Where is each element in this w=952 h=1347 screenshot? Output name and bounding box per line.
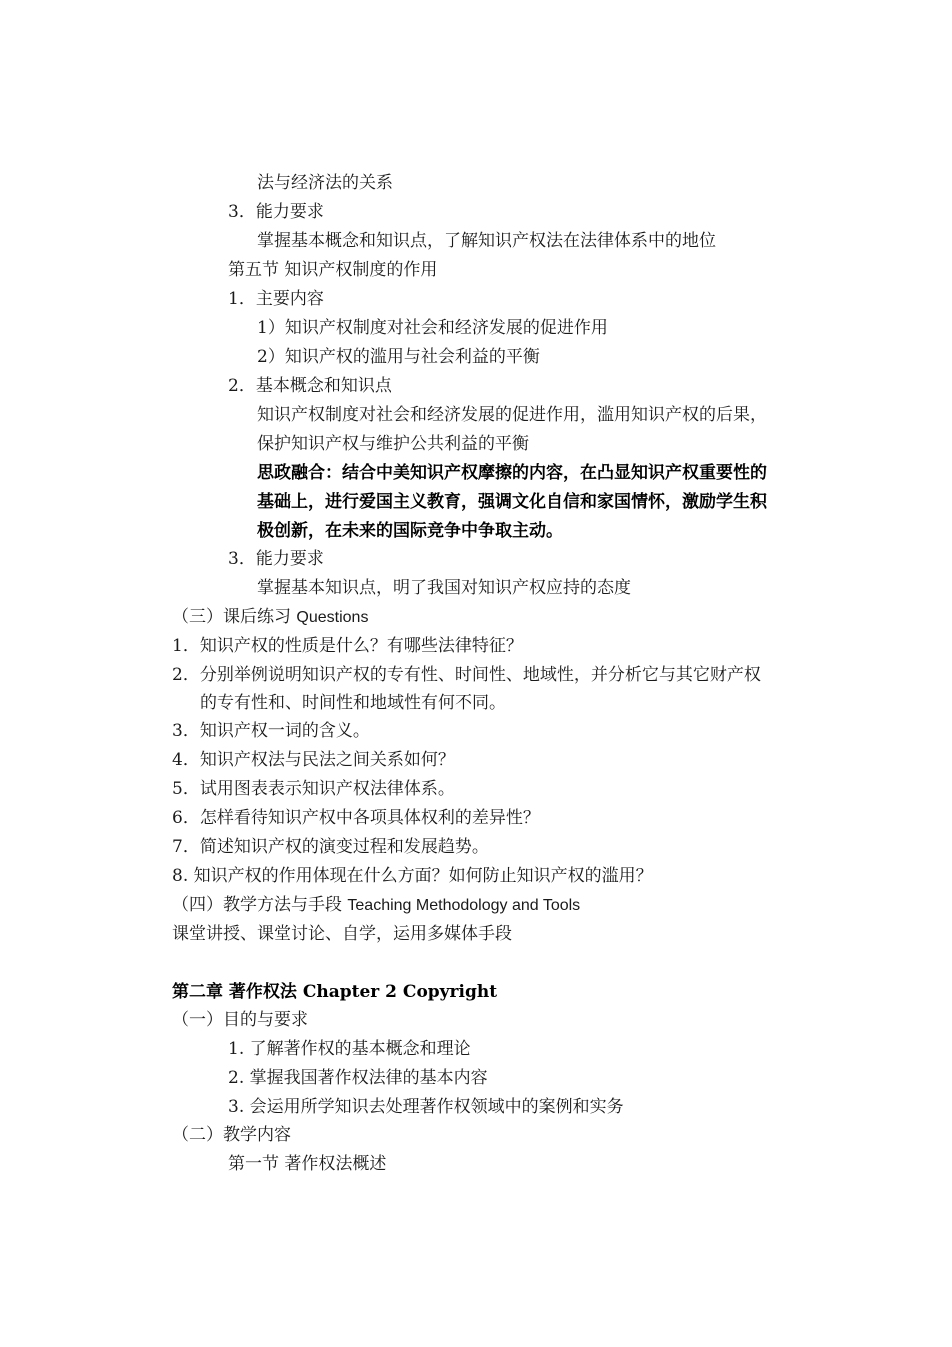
ability-text: 掌握基本概念和知识点，了解知识产权法在法律体系中的地位 [257,231,716,251]
content-heading: （二）教学内容 [172,1125,291,1145]
question-item: 的专有性和、时间性和地域性有何不同。 [200,693,506,713]
methods-heading [172,894,580,917]
question-item: 4．知识产权法与民法之间关系如何？ [172,750,455,770]
exercises-heading [172,606,368,629]
chapter-title: 第二章 著作权法 Chapter 2 Copyright [172,982,498,1002]
question-item: 8. 知识产权的作用体现在什么方面？如何防止知识产权的滥用？ [172,866,653,886]
question-item: 5．试用图表表示知识产权法律体系。 [172,779,455,799]
list-item: 2）知识产权的滥用与社会利益的平衡 [257,347,540,367]
methods-text: 课堂讲授、课堂讨论、自学，运用多媒体手段 [172,924,512,944]
ideology-text: 思政融合：结合中美知识产权摩擦的内容，在凸显知识产权重要性的 [257,463,767,483]
ability-text: 掌握基本知识点，明了我国对知识产权应持的态度 [257,578,631,598]
exercises-heading-en: Questions [296,609,369,626]
methods-heading-en: Teaching Methodology and Tools [347,897,581,914]
concepts-text: 知识产权制度对社会和经济发展的促进作用，滥用知识产权的后果， [257,405,767,425]
question-item: 1．知识产权的性质是什么？有哪些法律特征？ [172,636,523,656]
main-content-heading: 1．主要内容 [228,289,324,309]
goal-item: 2. 掌握我国著作权法律的基本内容 [228,1068,488,1088]
exercises-heading-cn: （三）课后练习 [172,607,291,627]
concepts-heading: 2．基本概念和知识点 [228,376,392,396]
ideology-text: 极创新，在未来的国际竞争中争取主动。 [257,521,563,541]
methods-heading-cn: （四）教学方法与手段 [172,895,342,915]
question-item: 2．分别举例说明知识产权的专有性、时间性、地域性，并分析它与其它财产权 [172,665,761,685]
ability-heading: 3．能力要求 [228,549,324,569]
relation-line: 法与经济法的关系 [257,173,393,193]
section-title: 第五节 知识产权制度的作用 [228,260,438,280]
goals-heading: （一）目的与要求 [172,1010,308,1030]
ability-heading: 3．能力要求 [228,202,324,222]
question-item: 3．知识产权一词的含义。 [172,721,370,741]
question-item: 7．简述知识产权的演变过程和发展趋势。 [172,837,489,857]
goal-item: 3. 会运用所学知识去处理著作权领域中的案例和实务 [228,1097,624,1117]
question-item: 6．怎样看待知识产权中各项具体权利的差异性？ [172,808,540,828]
concepts-text: 保护知识产权与维护公共利益的平衡 [257,434,529,454]
goal-item: 1. 了解著作权的基本概念和理论 [228,1039,471,1059]
ideology-text: 基础上，进行爱国主义教育，强调文化自信和家国情怀，激励学生积 [257,492,767,512]
section-title: 第一节 著作权法概述 [228,1154,387,1174]
list-item: 1）知识产权制度对社会和经济发展的促进作用 [257,318,608,338]
